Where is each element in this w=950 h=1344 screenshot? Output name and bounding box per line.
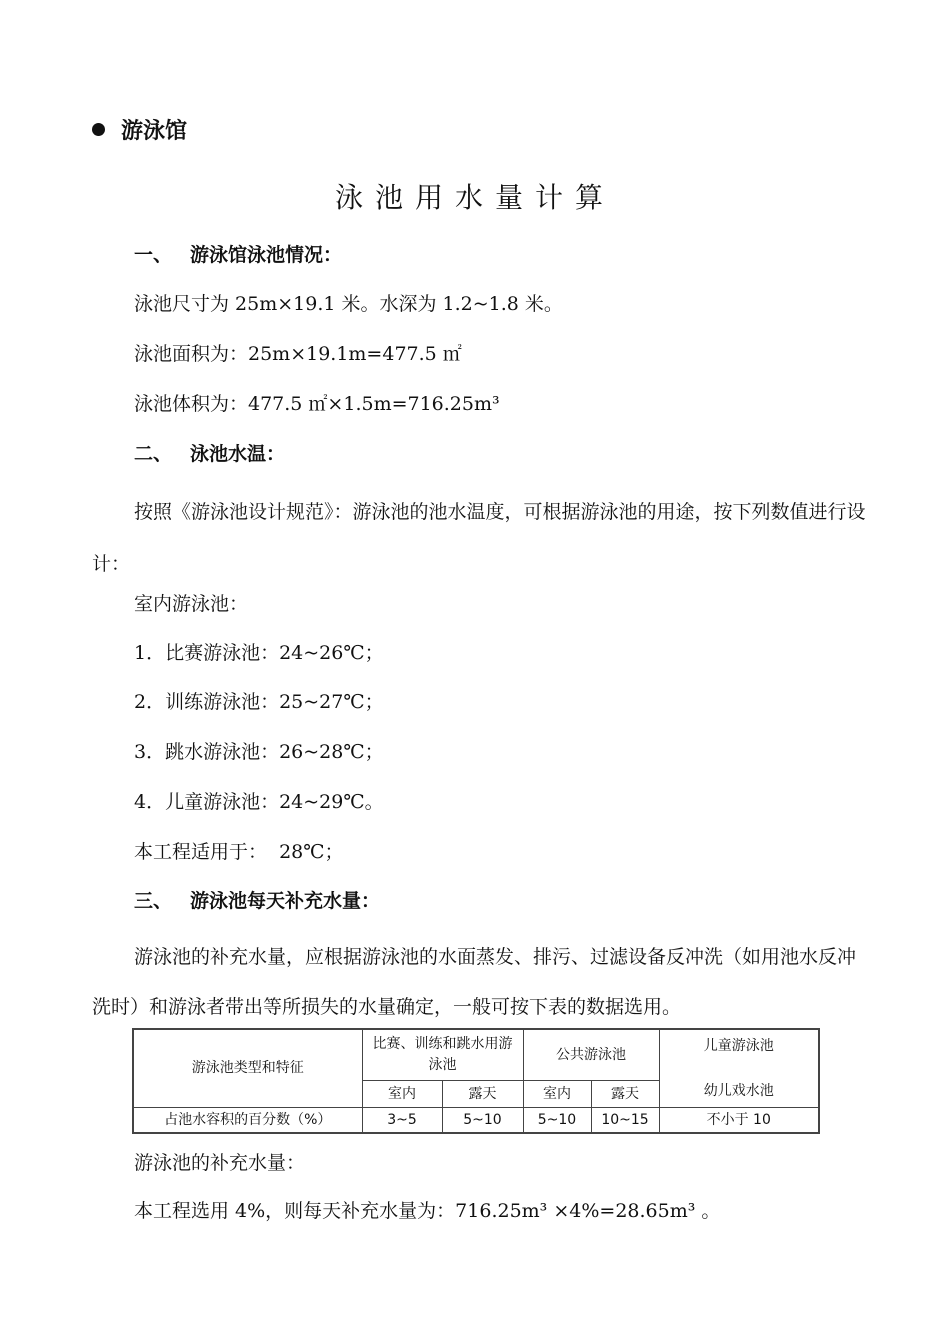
section-1-title: 游泳馆泳池情况： <box>190 244 343 266</box>
section-2-number: 二、 <box>134 443 173 465</box>
makeup-water-table <box>132 1028 820 1134</box>
page-title: 泳池用水量计算 <box>334 181 615 214</box>
heading-row <box>92 113 187 145</box>
heading-text: 游泳馆 <box>121 118 188 144</box>
pool-volume-line: 泳池体积为：477.5 ㎡×1.5m=716.25m³ <box>134 393 500 415</box>
pool-size-line: 泳池尺寸为 25m×19.1 米。水深为 1.2~1.8 米。 <box>134 293 563 315</box>
makeup-water-label: 游泳池的补充水量： <box>134 1152 306 1174</box>
section-1-heading <box>134 240 342 267</box>
table-sub-indoor-1: 室内 <box>362 1081 442 1108</box>
temp-item-children: 4．儿童游泳池：24~29℃。 <box>134 791 384 813</box>
temp-item-diving: 3．跳水游泳池：26~28℃； <box>134 741 384 763</box>
table-cell: 10~15 <box>591 1108 659 1134</box>
table-cell: 5~10 <box>523 1108 591 1134</box>
table-group-children-line2: 幼儿戏水池 <box>703 1082 774 1099</box>
makeup-water-paragraph: 游泳池的补充水量，应根据游泳池的水面蒸发、排污、过滤设备反冲洗（如用池水反冲洗时）和游泳者带出等所损失的水量确定，一般可按下表的数据选用。 <box>92 946 857 1018</box>
section-2-heading <box>134 439 285 466</box>
section-3-number: 三、 <box>134 890 173 912</box>
section-3-heading <box>134 886 380 913</box>
table-group-children <box>659 1029 819 1108</box>
table-group-children-line1: 儿童游泳池 <box>703 1037 774 1054</box>
table-cell: 5~10 <box>442 1108 523 1134</box>
table-header-row <box>133 1029 819 1081</box>
section-2-title: 泳池水温： <box>190 443 286 465</box>
table-type-header: 游泳池类型和特征 <box>133 1029 362 1108</box>
table-sub-outdoor-1: 露天 <box>442 1081 523 1108</box>
section-1-number: 一、 <box>134 244 173 266</box>
temp-item-training: 2．训练游泳池：25~27℃； <box>134 691 384 713</box>
table-cell: 3~5 <box>362 1108 442 1134</box>
bullet-dot-icon <box>92 123 105 136</box>
applicable-temperature: 本工程适用于： 28℃； <box>134 841 344 863</box>
table-group-public: 公共游泳池 <box>523 1029 659 1081</box>
pool-area-line: 泳池面积为：25m×19.1m=477.5 ㎡ <box>134 343 462 365</box>
table-sub-outdoor-2: 露天 <box>591 1081 659 1108</box>
table-group-competition: 比赛、训练和跳水用游泳池 <box>362 1029 523 1081</box>
conclusion-line: 本工程选用 4%，则每天补充水量为：716.25m³ ×4%=28.65m³ 。 <box>134 1200 721 1222</box>
temperature-paragraph: 按照《游泳池设计规范》：游泳池的池水温度，可根据游泳池的用途，按下列数值进行设计： <box>92 501 866 575</box>
table-sub-indoor-2: 室内 <box>523 1081 591 1108</box>
table-row <box>133 1108 819 1134</box>
indoor-pool-label: 室内游泳池： <box>134 593 249 615</box>
temp-item-competition: 1．比赛游泳池：24~26℃； <box>134 642 384 664</box>
table-cell: 不小于 10 <box>659 1108 819 1134</box>
table-row-label: 占池水容积的百分数（%） <box>133 1108 362 1134</box>
section-3-title: 游泳池每天补充水量： <box>190 890 381 912</box>
